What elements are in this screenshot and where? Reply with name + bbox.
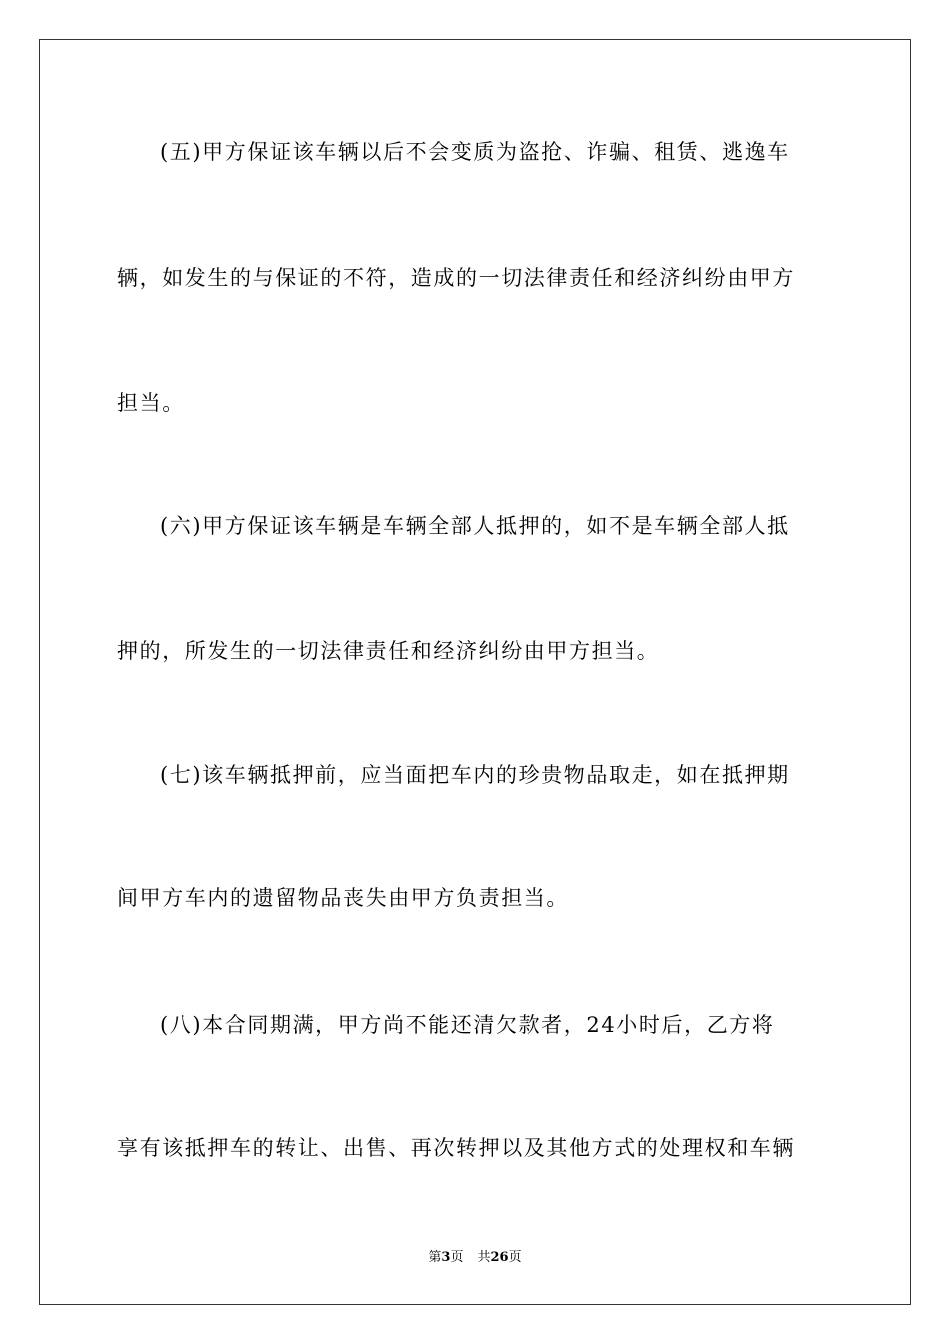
footer-total-suffix: 页 xyxy=(508,1250,522,1265)
page-footer xyxy=(0,1249,950,1267)
footer-total-prefix: 共 xyxy=(477,1250,491,1265)
paragraph-7-line-2: 间甲方车内的遗留物品丧失由甲方负责担当。 xyxy=(117,886,569,910)
paragraph-8-line-2: 享有该抵押车的转让、出售、再次转押以及其他方式的处理权和车辆 xyxy=(117,1136,795,1160)
page-border xyxy=(39,39,911,1305)
footer-page-suffix: 页 xyxy=(450,1250,464,1265)
footer-total-pages: 26 xyxy=(490,1250,509,1265)
paragraph-5-line-2: 辆，如发生的与保证的不符，造成的一切法律责任和经济纠纷由甲方 xyxy=(117,266,795,290)
paragraph-5-line-1: (五)甲方保证该车辆以后不会变质为盗抢、诈骗、租赁、逃逸车 xyxy=(160,140,790,164)
footer-page-prefix: 第 xyxy=(428,1250,442,1265)
footer-current-page: 3 xyxy=(441,1250,451,1265)
paragraph-8-line-1: (八)本合同期满，甲方尚不能还清欠款者，24小时后，乙方将 xyxy=(160,1013,775,1037)
paragraph-7-line-1: (七)该车辆抵押前，应当面把车内的珍贵物品取走，如在抵押期 xyxy=(160,763,790,787)
paragraph-6-line-2: 押的，所发生的一切法律责任和经济纠纷由甲方担当。 xyxy=(117,639,660,663)
paragraph-5-line-3: 担当。 xyxy=(117,391,185,415)
paragraph-6-line-1: (六)甲方保证该车辆是车辆全部人抵押的，如不是车辆全部人抵 xyxy=(160,514,790,538)
